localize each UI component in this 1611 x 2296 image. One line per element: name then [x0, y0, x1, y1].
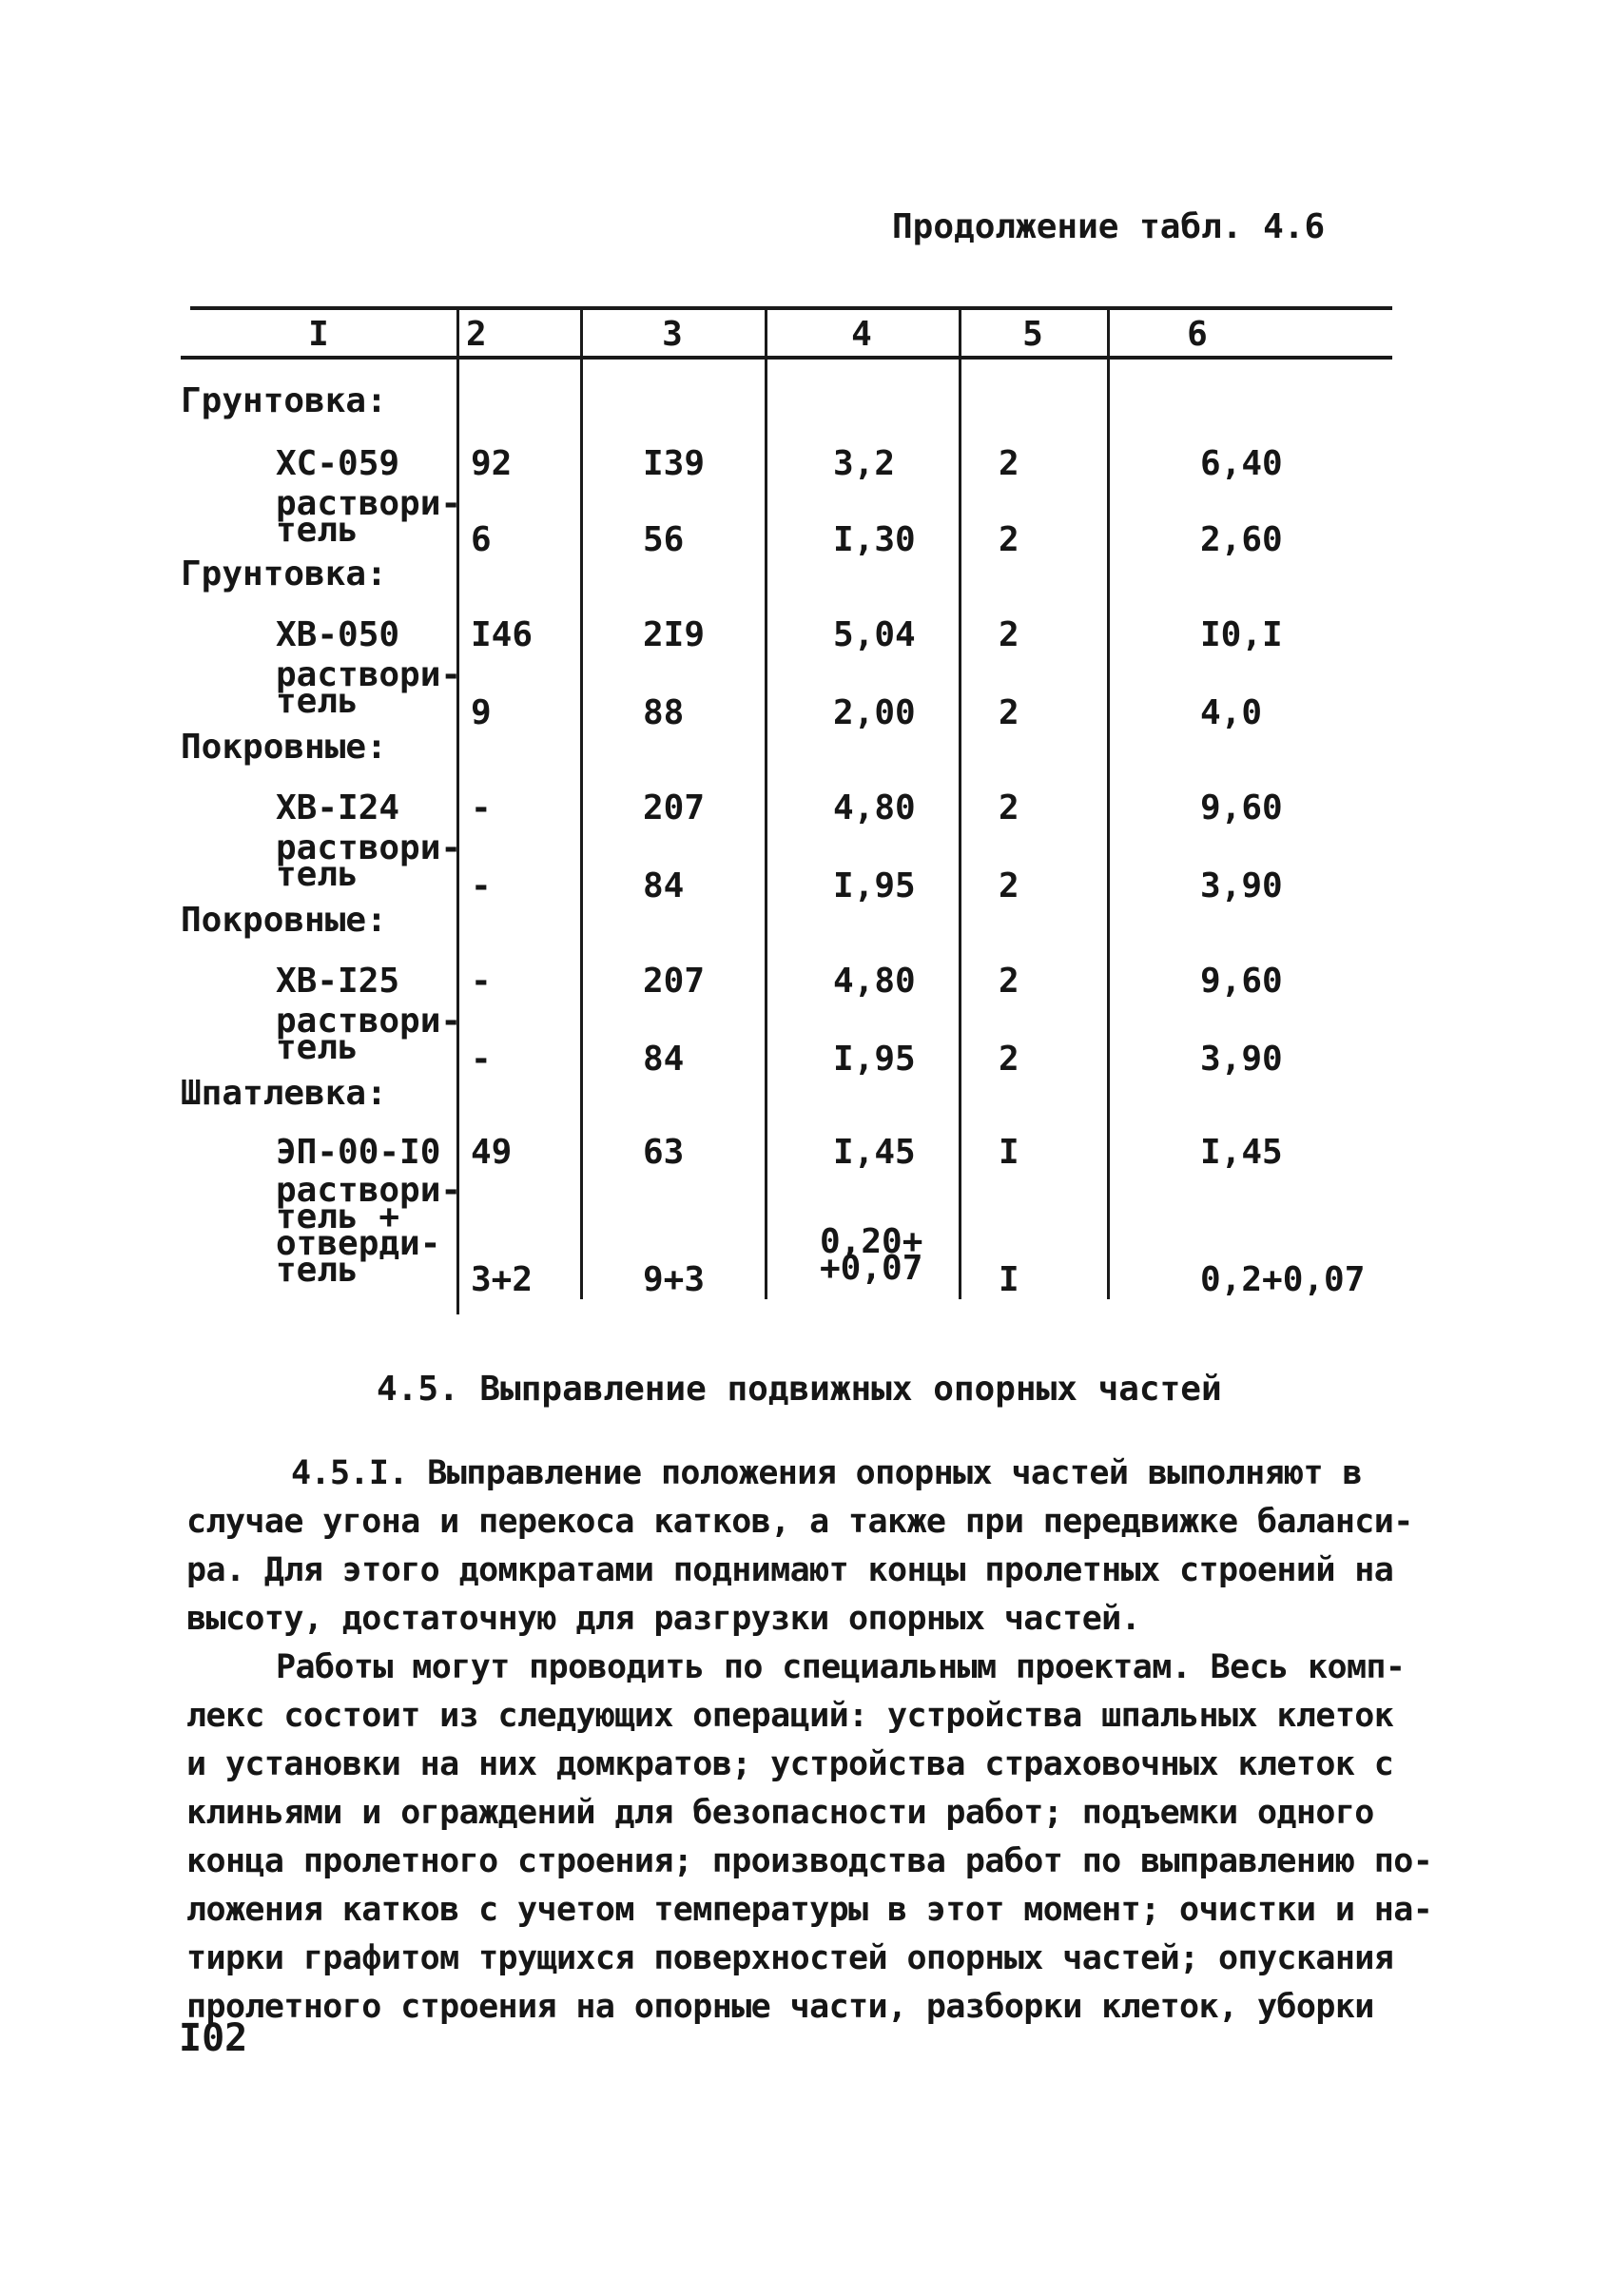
cell-col6: I,45: [1200, 1133, 1283, 1172]
cell-col5: 2: [999, 788, 1019, 827]
cell-col5: 2: [999, 962, 1019, 1001]
paragraph-line: 4.5.I. Выправление положения опорных частей выполняют в: [291, 1454, 1362, 1492]
cell-col3: 56: [643, 520, 685, 559]
cell-col4: 0,20+ +0,07: [820, 1222, 923, 1288]
column-divider: [1107, 310, 1110, 1299]
paragraph-line: тирки графитом трущихся поверхностей опорных частей; опускания: [186, 1939, 1394, 1977]
material-name: ХВ-I24: [276, 788, 400, 827]
cell-col4: I,95: [833, 1040, 916, 1079]
column-header: 2: [466, 315, 487, 354]
paragraph-line: клиньями и ограждений для безопасности работ; подъемки одного: [186, 1794, 1374, 1832]
cell-col4: 5,04: [833, 615, 916, 654]
cell-col4: I,30: [833, 520, 916, 559]
cell-col5: 2: [999, 1040, 1019, 1079]
cell-col2: I46: [471, 615, 534, 654]
cell-col4: 4,80: [833, 962, 916, 1001]
table-group-label: Грунтовка:: [181, 555, 387, 593]
column-header: 3: [662, 315, 683, 354]
section-heading: 4.5. Выправление подвижных опорных частей: [377, 1370, 1222, 1409]
paragraph-line: Работы могут проводить по специальным проектам. Весь комп-: [276, 1648, 1406, 1686]
table-caption: Продолжение табл. 4.6: [892, 207, 1326, 246]
column-header: 5: [1022, 315, 1043, 354]
cell-col2: 49: [471, 1133, 513, 1172]
cell-col6: 3,90: [1200, 1040, 1283, 1079]
cell-col2: -: [471, 1040, 492, 1079]
column-divider: [456, 310, 459, 1314]
table-group-label: Шпатлевка:: [181, 1074, 387, 1113]
cell-col4: I,95: [833, 866, 916, 905]
material-name: раствори- тель: [276, 484, 462, 550]
cell-col5: I: [999, 1133, 1019, 1172]
cell-col2: 92: [471, 444, 513, 483]
cell-col3: 88: [643, 693, 685, 732]
page-number: I02: [179, 2016, 248, 2060]
cell-col5: 2: [999, 615, 1019, 654]
table-group-label: Покровные:: [181, 901, 387, 940]
material-name: ХВ-050: [276, 615, 400, 654]
cell-col6: 9,60: [1200, 962, 1283, 1001]
cell-col6: 0,2+0,07: [1200, 1260, 1366, 1299]
cell-col6: 2,60: [1200, 520, 1283, 559]
column-divider: [765, 310, 767, 1299]
column-divider: [959, 310, 961, 1299]
cell-col6: 3,90: [1200, 866, 1283, 905]
cell-col2: 9: [471, 693, 492, 732]
paragraph-line: пролетного строения на опорные части, разборки клеток, уборки: [186, 1988, 1374, 2026]
cell-col2: 6: [471, 520, 492, 559]
cell-col2: -: [471, 962, 492, 1001]
cell-col4: 2,00: [833, 693, 916, 732]
paragraph-line: конца пролетного строения; производства работ по выправлению по-: [186, 1842, 1433, 1880]
cell-col6: 9,60: [1200, 788, 1283, 827]
column-header: 6: [1187, 315, 1208, 354]
cell-col4: 3,2: [833, 444, 896, 483]
cell-col3: 9+3: [643, 1260, 706, 1299]
cell-col2: -: [471, 788, 492, 827]
material-name: раствори- тель: [276, 828, 462, 894]
cell-col3: 2I9: [643, 615, 706, 654]
material-name: ХС-059: [276, 444, 400, 483]
cell-col3: 63: [643, 1133, 685, 1172]
cell-col3: 207: [643, 962, 706, 1001]
cell-col4: 4,80: [833, 788, 916, 827]
cell-col6: 6,40: [1200, 444, 1283, 483]
paragraph-line: высоту, достаточную для разгрузки опорных частей.: [186, 1600, 1141, 1638]
paragraph-line: случае угона и перекоса катков, а также при передвижке баланси-: [186, 1503, 1413, 1541]
column-header: I: [308, 315, 329, 354]
table-group-label: Грунтовка:: [181, 381, 387, 420]
cell-col4: I,45: [833, 1133, 916, 1172]
cell-col5: 2: [999, 693, 1019, 732]
table-group-label: Покровные:: [181, 728, 387, 767]
material-name: ЭП-00-I0: [276, 1133, 441, 1172]
paragraph-line: лекс состоит из следующих операций: устройства шпальных клеток: [186, 1697, 1394, 1735]
cell-col5: 2: [999, 866, 1019, 905]
cell-col5: 2: [999, 444, 1019, 483]
column-header: 4: [851, 315, 872, 354]
paragraph-line: ложения катков с учетом температуры в этот момент; очистки и на-: [186, 1891, 1433, 1929]
paragraph-line: и установки на них домкратов; устройства страховочных клеток с: [186, 1745, 1394, 1783]
cell-col5: 2: [999, 520, 1019, 559]
cell-col3: 207: [643, 788, 706, 827]
material-name: раствори- тель + отверди- тель: [276, 1171, 462, 1290]
table-top-rule: [190, 306, 1392, 310]
cell-col2: -: [471, 866, 492, 905]
material-name: раствори- тель: [276, 1002, 462, 1067]
cell-col3: I39: [643, 444, 706, 483]
cell-col3: 84: [643, 1040, 685, 1079]
cell-col3: 84: [643, 866, 685, 905]
data-table: [181, 306, 1392, 1314]
cell-col6: 4,0: [1200, 693, 1263, 732]
table-header-rule: [181, 356, 1392, 360]
material-name: ХВ-I25: [276, 962, 400, 1001]
paragraph-line: ра. Для этого домкратами поднимают концы пролетных строений на: [186, 1551, 1394, 1589]
cell-col2: 3+2: [471, 1260, 534, 1299]
cell-col5: I: [999, 1260, 1019, 1299]
cell-col6: I0,I: [1200, 615, 1283, 654]
column-divider: [580, 310, 583, 1299]
material-name: раствори- тель: [276, 655, 462, 721]
